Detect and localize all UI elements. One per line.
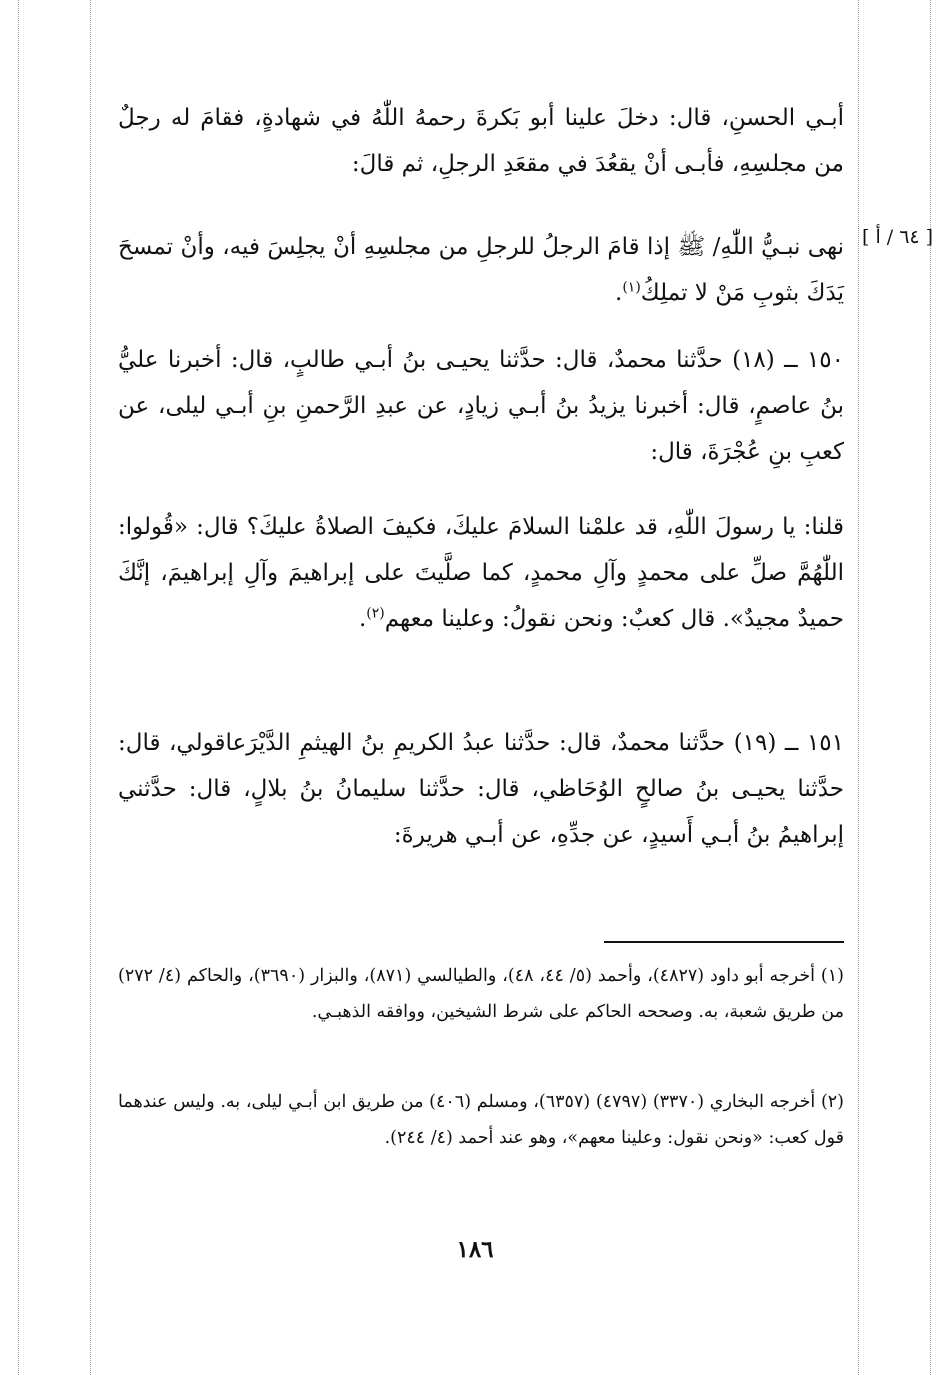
page-edge-dotted-line	[18, 0, 19, 1375]
footnote-ref-2[interactable]: (٢)	[366, 605, 385, 622]
paragraph-text: نهى نبـيُّ اللّٰهِ/ ﷺ إذا قامَ الرجلُ للرجلِ من مجلسِهِ أنْ يجلِسَ فيه، وأنْ تمسحَ يَدَكَ بثوبِ مَنْ لا تملِكُ	[118, 234, 844, 306]
margin-folio-note: [ ٦٤ / أ ]	[862, 226, 934, 248]
page-edge-dotted-line	[930, 0, 931, 1375]
paragraph-text: ١٥٠ ــ (١٨) حدَّثنا محمدٌ، قال: حدَّثنا يحيـى بنُ أبـي طالبٍ، قال: أخبرنا عليُّ بنُ عاصمٍ، قال: أخبرنا يزيدُ بنُ أبـي زيادٍ، عن عبدِ الرَّحمنِ بنِ أبـي ليلى، عن كعبِ بنِ عُجْرَةَ، قال:	[118, 347, 844, 465]
footnote-ref-1[interactable]: (١)	[622, 279, 641, 296]
footnote-2: (٢) أخرجه البخاري (٣٣٧٠) (٤٧٩٧) (٦٣٥٧)، ومسلم (٤٠٦) من طريق ابن أبـي ليلى، به. وليس عندهما قول كعب: «ونحن نقول: وعلينا معهم»، وهو عند أحمد (٤/ ٢٤٤).	[118, 1092, 844, 1148]
footnote-1: (١) أخرجه أبو داود (٤٨٢٧)، وأحمد (٥/ ٤٤، ٤٨)، والطيالسي (٨٧١)، والبزار (٣٦٩٠)، والحاكم (٤/ ٢٧٢) من طريق شعبة، به. وصححه الحاكم على شرط الشيخين، ووافقه الذهبـي.	[118, 966, 844, 1022]
paragraph-intro	[118, 95, 844, 187]
page-edge-dotted-line	[858, 0, 859, 1375]
page-number: ١٨٦	[456, 1236, 494, 1263]
paragraph-hadith-151-isnad	[118, 720, 844, 858]
paragraph-text: أبـي الحسنِ، قال: دخلَ علينا أبو بَكرةَ رحمهُ اللّٰهُ في شهادةٍ، فقامَ له رجلٌ من مجلسِهِ، فأبـى أنْ يقعُدَ في مقعَدِ الرجلِ، ثم قالَ:	[118, 105, 844, 177]
paragraph-text: ١٥١ ــ (١٩) حدَّثنا محمدٌ، قال: حدَّثنا عبدُ الكريمِ بنُ الهيثمِ الدَّيْرَعاقولي، قال: حدَّثنا يحيـى بنُ صالحٍ الوُحَاظي، قال: حدَّثنا سليمانُ بنُ بلالٍ، قال: حدَّثني إبراهيمُ بنُ أبـي أَسيدٍ، عن جدِّهِ، عن أبـي هريرةَ:	[118, 730, 844, 848]
footnote-separator-rule	[604, 941, 844, 943]
paragraph-hadith-150-isnad	[118, 337, 844, 475]
page-edge-dotted-line	[90, 0, 91, 1375]
paragraph-text: قلنا: يا رسولَ اللّٰهِ، قد علمْنا السلامَ عليكَ، فكيفَ الصلاةُ عليكَ؟ قال: «قُولوا: اللّٰهُمَّ صلِّ على محمدٍ وآلِ محمدٍ، كما صلَّيتَ على إبراهيمَ وآلِ إبراهيمَ، إنَّكَ حميدٌ مجيدٌ». قال كعبٌ: ونحن نقولُ: وعلينا معهم	[118, 514, 844, 632]
paragraph-hadith-150-matn: قلنا: يا رسولَ اللّٰهِ، قد علمْنا السلامَ عليكَ، فكيفَ الصلاةُ عليكَ؟ قال: «قُولوا: اللّٰهُمَّ صلِّ على محمدٍ وآلِ محمدٍ، كما صلَّيتَ على إبراهيمَ وآلِ إبراهيمَ، إنَّكَ حميدٌ مجيدٌ». قال كعبٌ: ونحن نقولُ: وعلينا معهم$^{(٢)}$.	[118, 514, 844, 632]
paragraph-hadith-text: نهى نبـيُّ اللّٰهِ/ ﷺ إذا قامَ الرجلُ للرجلِ من مجلسِهِ أنْ يجلِسَ فيه، وأنْ تمسحَ يَدَكَ بثوبِ مَنْ لا تملِكُ$^{(١)}$.	[118, 234, 844, 306]
